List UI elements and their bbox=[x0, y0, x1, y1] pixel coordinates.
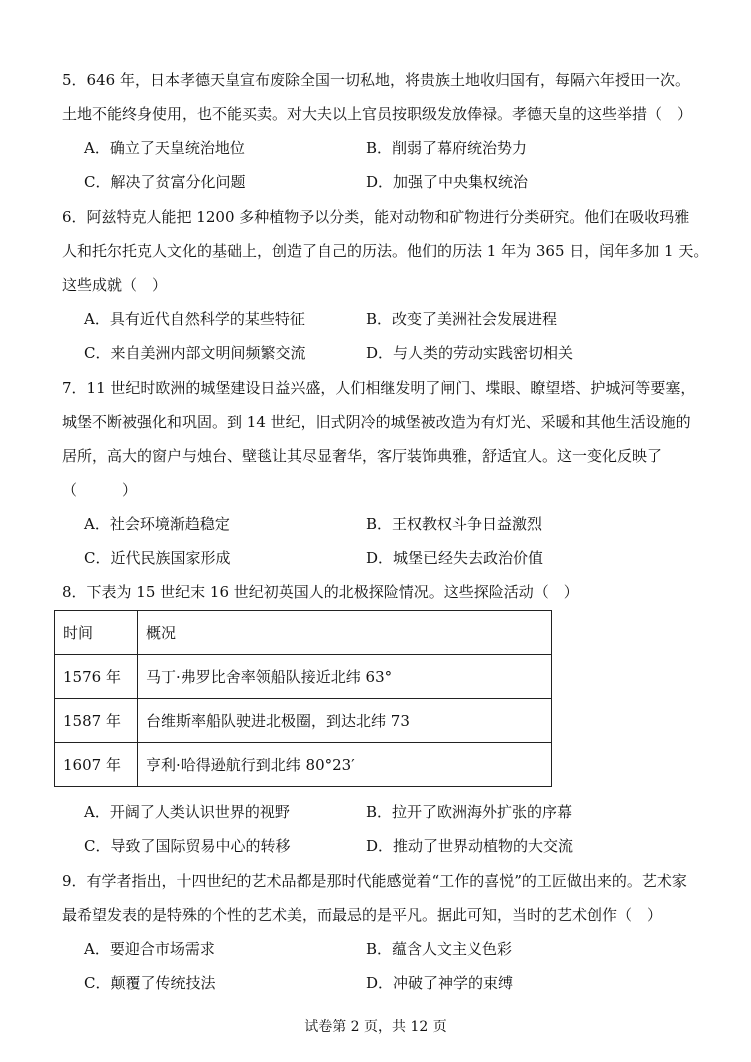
q8-stem-line-1: 8．下表为 15 世纪末 16 世纪初英国人的北极探险情况。这些探险活动（ ） bbox=[62, 583, 579, 601]
q9-option-c[interactable]: C．颠覆了传统技法 bbox=[84, 974, 216, 992]
q7-option-d[interactable]: D．城堡已经失去政治价值 bbox=[366, 549, 544, 567]
q6-stem-line-3: 这些成就（ ） bbox=[62, 276, 168, 294]
q6-stem-line-1: 6．阿兹特克人能把 1200 多种植物予以分类，能对动物和矿物进行分类研究。他们在吸收玛雅 bbox=[62, 208, 690, 226]
q5-option-b[interactable]: B．削弱了幕府统治势力 bbox=[366, 139, 528, 157]
q9-option-d[interactable]: D．冲破了神学的束缚 bbox=[366, 974, 514, 992]
q7-stem-line-2: 城堡不断被强化和巩固。到 14 世纪，旧式阴冷的城堡被改造为有灯光、采暖和其他生活设施的 bbox=[62, 413, 691, 431]
q7-stem-line-3: 居所，高大的窗户与烛台、壁毯让其尽显奢华，客厅装饰典雅，舒适宜人。这一变化反映了 bbox=[62, 447, 663, 465]
q5-option-a[interactable]: A．确立了天皇统治地位 bbox=[84, 139, 245, 157]
table-row bbox=[55, 655, 552, 699]
q7-option-c[interactable]: C．近代民族国家形成 bbox=[84, 549, 231, 567]
q9-stem-line-2: 最希望发表的是特殊的个性的艺术美，而最忌的是平凡。据此可知，当时的艺术创作（ ） bbox=[62, 906, 663, 924]
table-row bbox=[55, 699, 552, 743]
q9-option-b[interactable]: B．蕴含人文主义色彩 bbox=[366, 940, 513, 958]
q6-option-b[interactable]: B．改变了美洲社会发展进程 bbox=[366, 310, 558, 328]
q6-option-a[interactable]: A．具有近代自然科学的某些特征 bbox=[84, 310, 305, 328]
table-header-time: 时间 bbox=[55, 611, 138, 655]
q7-stem-line-1: 7．11 世纪时欧洲的城堡建设日益兴盛，人们相继发明了闸门、堞眼、瞭望塔、护城河等要塞， bbox=[62, 379, 696, 397]
q5-stem-line-2: 土地不能终身使用，也不能买卖。对大夫以上官员按职级发放俸禄。孝德天皇的这些举措（ ） bbox=[62, 105, 693, 123]
q8-option-c[interactable]: C．导致了国际贸易中心的转移 bbox=[84, 837, 291, 855]
q7-option-a[interactable]: A．社会环境渐趋稳定 bbox=[84, 515, 230, 533]
q5-stem-line-1: 5．646 年，日本孝德天皇宣布废除全国一切私地，将贵族土地收归国有，每隔六年授田一次。 bbox=[62, 71, 690, 89]
table-cell-summary: 马丁·弗罗比舍率领船队接近北纬 63° bbox=[138, 655, 552, 699]
q8-option-b[interactable]: B．拉开了欧洲海外扩张的序幕 bbox=[366, 803, 573, 821]
table-cell-year: 1587 年 bbox=[55, 699, 138, 743]
q6-option-c[interactable]: C．来自美洲内部文明间频繁交流 bbox=[84, 344, 306, 362]
q9-option-a[interactable]: A．要迎合市场需求 bbox=[84, 940, 215, 958]
q8-option-d[interactable]: D．推动了世界动植物的大交流 bbox=[366, 837, 574, 855]
q5-option-d[interactable]: D．加强了中央集权统治 bbox=[366, 173, 529, 191]
q8-exploration-table bbox=[54, 610, 552, 787]
q9-stem-line-1: 9．有学者指出，十四世纪的艺术品都是那时代能感觉着“工作的喜悦”的工匠做出来的。艺术家 bbox=[62, 872, 687, 890]
table-header-summary: 概况 bbox=[138, 611, 552, 655]
table-cell-year: 1576 年 bbox=[55, 655, 138, 699]
table-cell-summary: 亨利·哈得逊航行到北纬 80°23′ bbox=[138, 743, 552, 787]
q7-stem-line-4: （ ） bbox=[62, 481, 138, 499]
table-cell-year: 1607 年 bbox=[55, 743, 138, 787]
table-header-row bbox=[55, 611, 552, 655]
q8-option-a[interactable]: A．开阔了人类认识世界的视野 bbox=[84, 803, 290, 821]
q6-stem-line-2: 人和托尔托克人文化的基础上，创造了自己的历法。他们的历法 1 年为 365 日，闰年多加 1 天。 bbox=[62, 242, 709, 260]
q6-option-d[interactable]: D．与人类的劳动实践密切相关 bbox=[366, 344, 574, 362]
page-footer: 试卷第 2 页，共 12 页 bbox=[304, 1019, 447, 1035]
q5-option-c[interactable]: C．解决了贫富分化问题 bbox=[84, 173, 246, 191]
table-row bbox=[55, 743, 552, 787]
table-cell-summary: 台维斯率船队驶进北极圈，到达北纬 73 bbox=[138, 699, 552, 743]
q7-option-b[interactable]: B．王权教权斗争日益激烈 bbox=[366, 515, 543, 533]
